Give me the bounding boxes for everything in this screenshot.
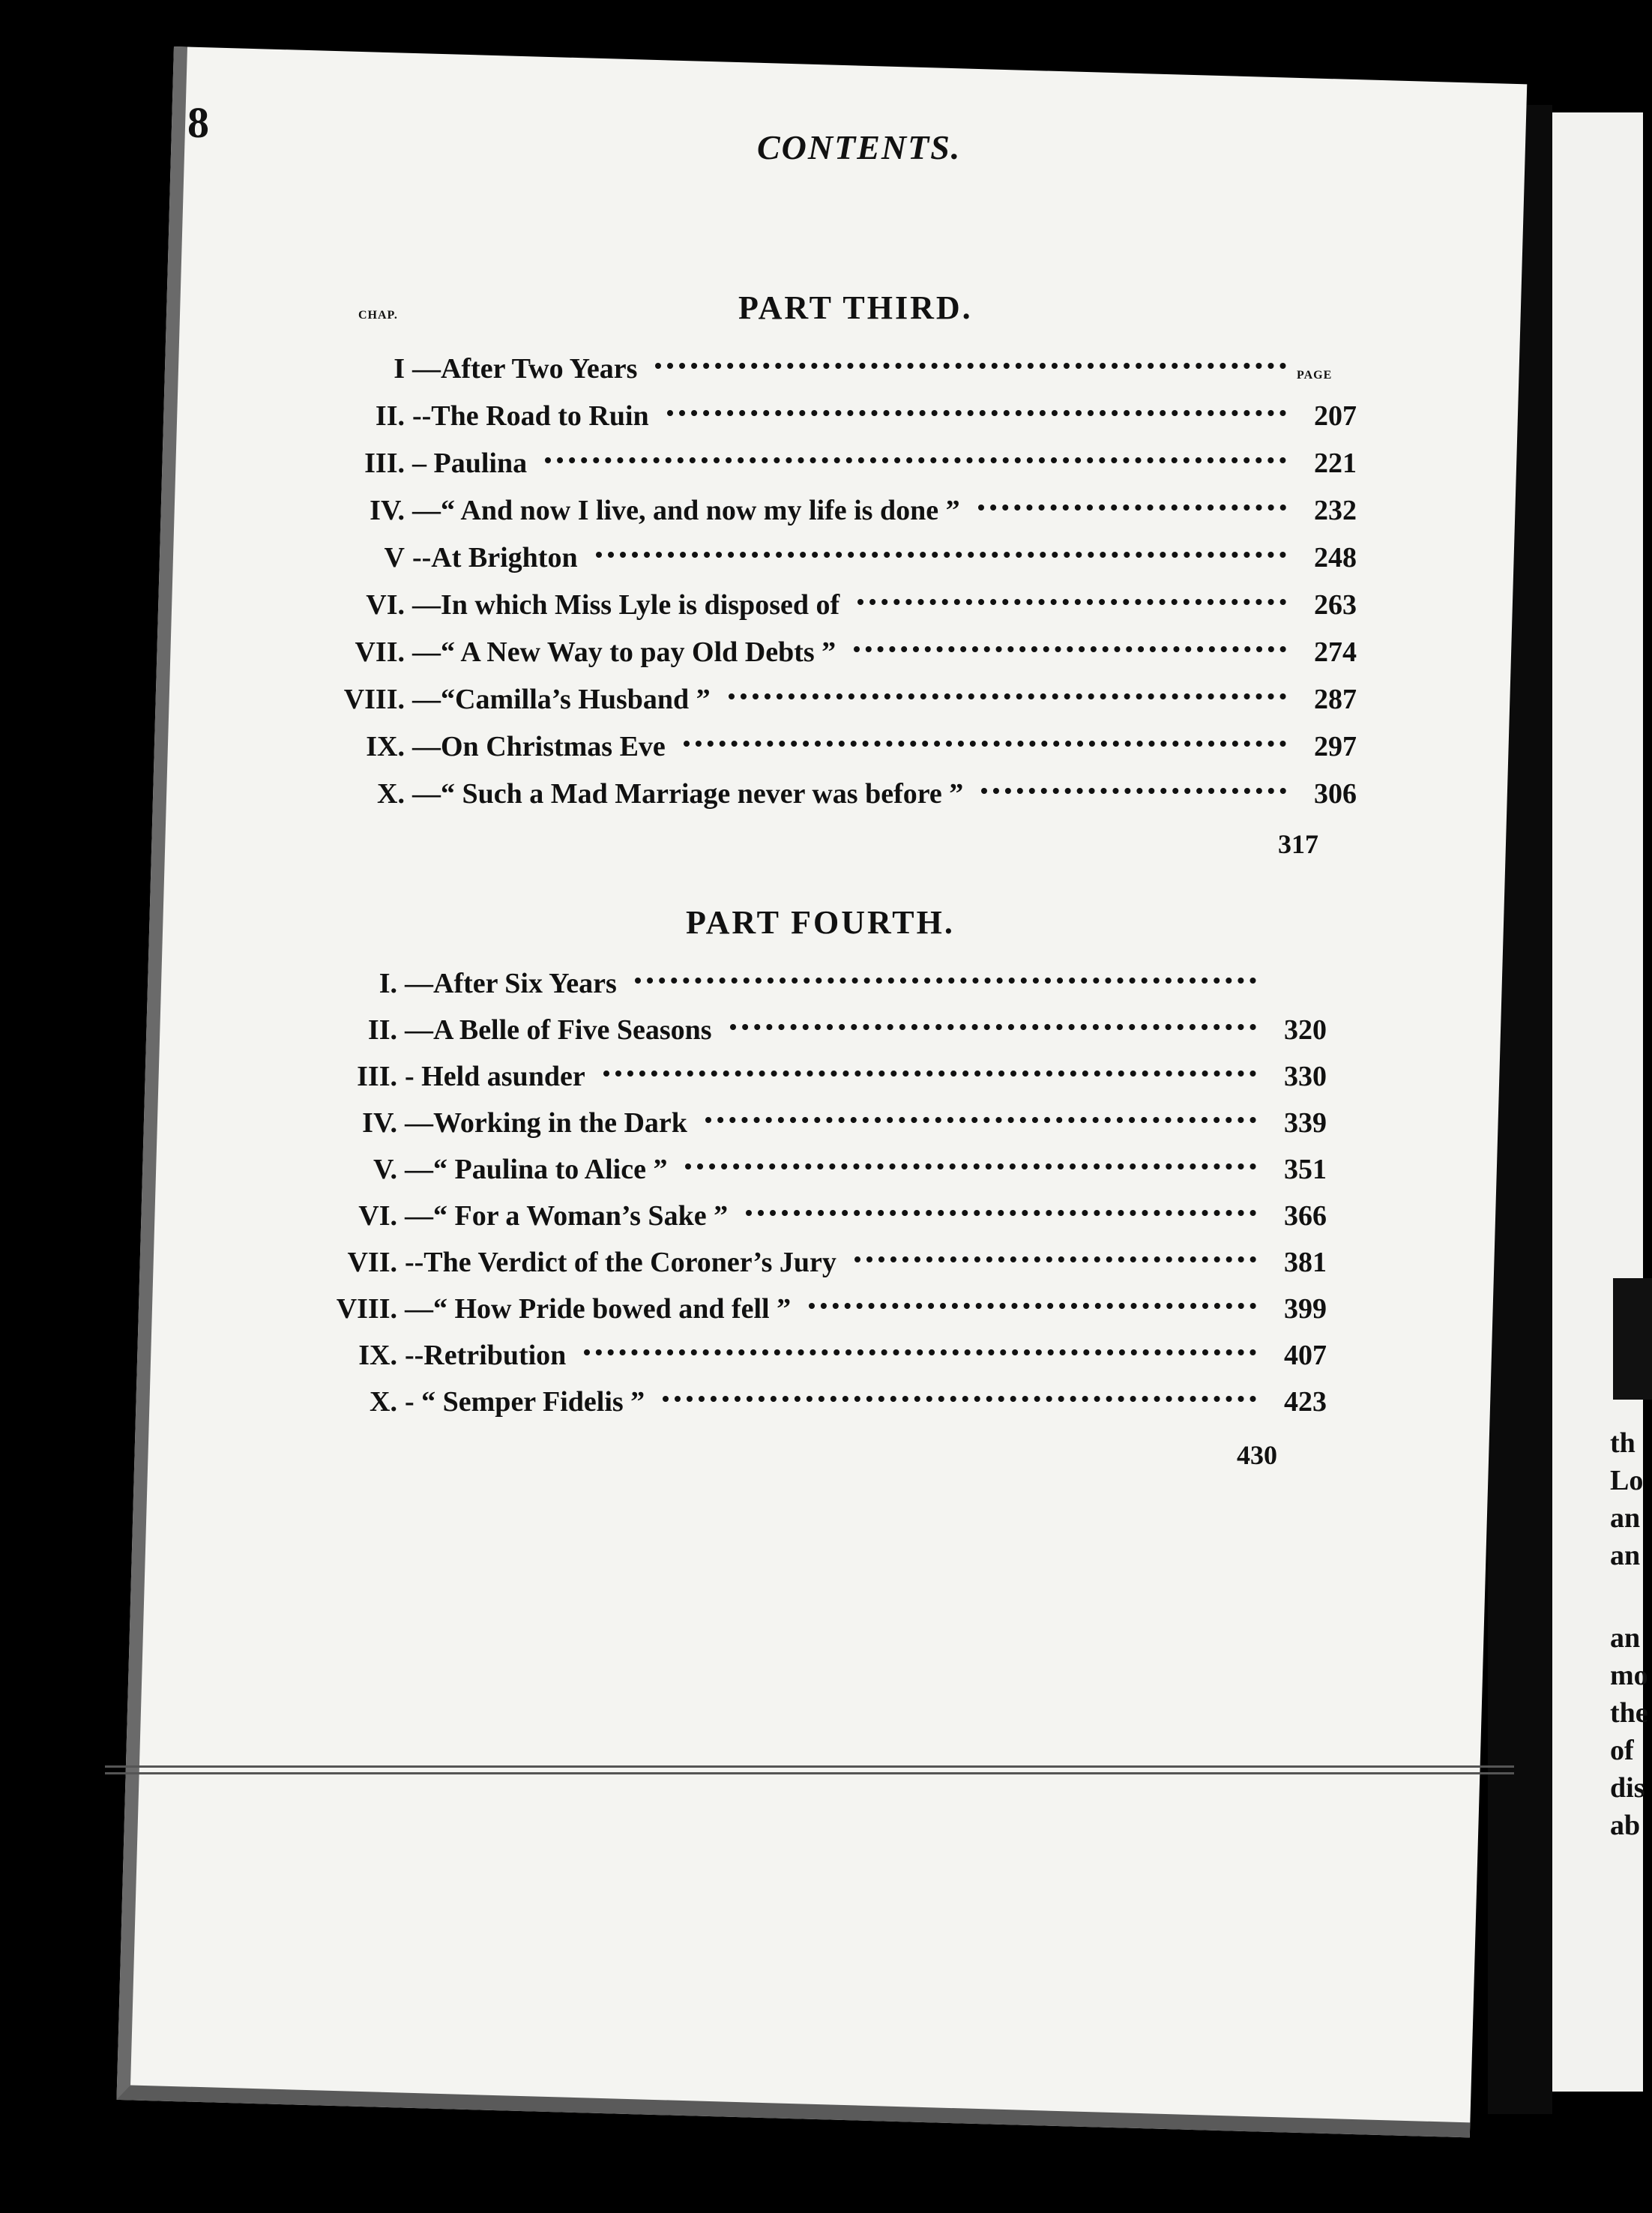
chapter-number: IX.	[366, 731, 405, 762]
chapter-number: V	[384, 542, 405, 573]
toc-entry	[315, 588, 1357, 621]
dot-leader	[684, 741, 1286, 747]
page-reference: 330	[1284, 1061, 1327, 1092]
dot-leader	[635, 978, 1256, 984]
chapter-number: IV.	[370, 495, 405, 526]
page-reference: 366	[1284, 1200, 1327, 1232]
toc-entry	[315, 447, 1357, 480]
toc-entry	[307, 967, 1327, 1000]
chapter-number: I.	[379, 968, 397, 999]
toc-entry	[307, 1292, 1327, 1325]
chapter-number: II.	[375, 400, 405, 432]
facing-page-text	[1610, 1424, 1648, 1844]
chapter-number: VI.	[366, 589, 405, 621]
chapter-title: —“ Such a Mad Marriage never was before ”	[412, 778, 964, 810]
facing-page-ornament	[1613, 1278, 1652, 1400]
page-reference: 248	[1314, 542, 1357, 573]
scan-line	[105, 1765, 1514, 1768]
dot-leader	[603, 1071, 1256, 1077]
chapter-title: --The Road to Ruin	[412, 400, 649, 432]
chapter-title: --At Brighton	[412, 542, 578, 573]
facing-line: an	[1610, 1540, 1641, 1571]
chap-column-label: CHAP.	[358, 309, 398, 322]
chapter-number: III.	[364, 448, 405, 479]
chapter-title: —In which Miss Lyle is disposed of	[412, 589, 840, 621]
page-reference: 407	[1284, 1340, 1327, 1371]
facing-line: of	[1610, 1735, 1634, 1766]
toc-entry	[315, 777, 1357, 810]
dot-leader	[857, 599, 1286, 605]
chapter-number: I	[394, 353, 405, 385]
dot-leader	[663, 1396, 1256, 1402]
dot-leader	[978, 505, 1286, 511]
chapter-title: - Held asunder	[405, 1061, 585, 1092]
page-reference: 306	[1314, 778, 1357, 810]
facing-line: an	[1610, 1622, 1641, 1654]
page-reference: 287	[1314, 684, 1357, 715]
chapter-title: --Retribution	[405, 1340, 567, 1371]
part-third-heading: PART THIRD.	[738, 289, 973, 326]
chapter-number: X.	[377, 778, 405, 810]
part-fourth-trailing-page: 430	[1237, 1440, 1277, 1470]
dot-leader	[854, 646, 1286, 652]
chapter-title: --The Verdict of the Coroner’s Jury	[405, 1247, 836, 1278]
toc-entry	[315, 636, 1357, 669]
running-head: CONTENTS.	[757, 128, 962, 166]
page-reference: 232	[1314, 495, 1357, 526]
toc-entry	[307, 1060, 1327, 1093]
chapter-title: —“ For a Woman’s Sake ”	[405, 1200, 729, 1232]
dot-leader	[584, 1349, 1256, 1355]
facing-line: dis	[1610, 1772, 1645, 1804]
page-column-label: PAGE	[1297, 369, 1333, 382]
toc-entry	[315, 683, 1357, 716]
facing-line: Lo	[1610, 1465, 1644, 1496]
toc-entry	[315, 352, 1357, 385]
page-reference: 263	[1314, 589, 1357, 621]
chapter-number: VII.	[347, 1247, 397, 1278]
dot-leader	[596, 552, 1286, 558]
facing-line: the	[1610, 1697, 1648, 1729]
chapter-title: —“ How Pride bowed and fell ”	[405, 1293, 792, 1325]
page-reference: 339	[1284, 1107, 1327, 1139]
dot-leader	[730, 1024, 1256, 1030]
facing-line: ab	[1610, 1810, 1641, 1841]
toc-entry	[315, 541, 1357, 574]
chapter-title: —“ And now I live, and now my life is done ”	[412, 495, 960, 526]
page-reference: 351	[1284, 1154, 1327, 1185]
dot-leader	[746, 1210, 1256, 1216]
chapter-number: VII.	[355, 636, 405, 668]
part-fourth-heading: PART FOURTH.	[686, 904, 955, 941]
toc-entry	[307, 1339, 1327, 1372]
toc-entry	[307, 1246, 1327, 1279]
chapter-title: - “ Semper Fidelis ”	[405, 1386, 645, 1418]
chapter-title: —After Six Years	[405, 968, 617, 999]
chapter-title: —“ A New Way to pay Old Debts ”	[412, 636, 836, 668]
chapter-number: VI.	[358, 1200, 397, 1232]
dot-leader	[685, 1163, 1256, 1169]
part-third-trailing-page: 317	[1278, 829, 1318, 859]
chapter-title: —“ Paulina to Alice ”	[405, 1154, 668, 1185]
page-reference: 207	[1314, 400, 1357, 432]
chapter-number: IV.	[362, 1107, 397, 1139]
chapter-number: IX.	[358, 1340, 397, 1371]
facing-line: mo	[1610, 1660, 1648, 1691]
toc-entry	[307, 1153, 1327, 1186]
page-reference: 297	[1314, 731, 1357, 762]
page-reference: 423	[1284, 1386, 1327, 1418]
page-reference: 399	[1284, 1293, 1327, 1325]
dot-leader	[981, 788, 1286, 794]
dot-leader	[667, 410, 1286, 416]
chapter-number: II.	[367, 1014, 397, 1046]
toc-entry	[315, 400, 1357, 433]
toc-entry	[307, 1199, 1327, 1232]
dot-leader	[655, 363, 1286, 369]
toc-entry	[307, 1106, 1327, 1139]
toc-entry	[315, 730, 1357, 763]
chapter-number: III.	[357, 1061, 397, 1092]
chapter-title: – Paulina	[412, 448, 528, 479]
facing-line: th	[1610, 1427, 1636, 1459]
chapter-title: —“Camilla’s Husband ”	[412, 684, 711, 715]
scan-line	[105, 1772, 1514, 1774]
dot-leader	[545, 457, 1286, 463]
page-number: 8	[187, 98, 209, 147]
chapter-number: V.	[373, 1154, 397, 1185]
dot-leader	[854, 1256, 1256, 1262]
toc-entry	[315, 494, 1357, 527]
chapter-number: VIII.	[343, 684, 405, 715]
page-reference: 221	[1314, 448, 1357, 479]
chapter-title: —A Belle of Five Seasons	[405, 1014, 712, 1046]
page-reference: 320	[1284, 1014, 1327, 1046]
chapter-title: —After Two Years	[412, 353, 638, 385]
chapter-number: VIII.	[336, 1293, 397, 1325]
chapter-title: —Working in the Dark	[405, 1107, 687, 1139]
facing-line: an	[1610, 1502, 1641, 1534]
chapter-title: —On Christmas Eve	[412, 731, 666, 762]
page-reference: 274	[1314, 636, 1357, 668]
chapter-number: X.	[370, 1386, 397, 1418]
dot-leader	[729, 693, 1286, 699]
dot-leader	[809, 1303, 1256, 1309]
dot-leader	[705, 1117, 1256, 1123]
toc-entry	[307, 1014, 1327, 1047]
toc-entry	[307, 1385, 1327, 1418]
page-reference: 381	[1284, 1247, 1327, 1278]
